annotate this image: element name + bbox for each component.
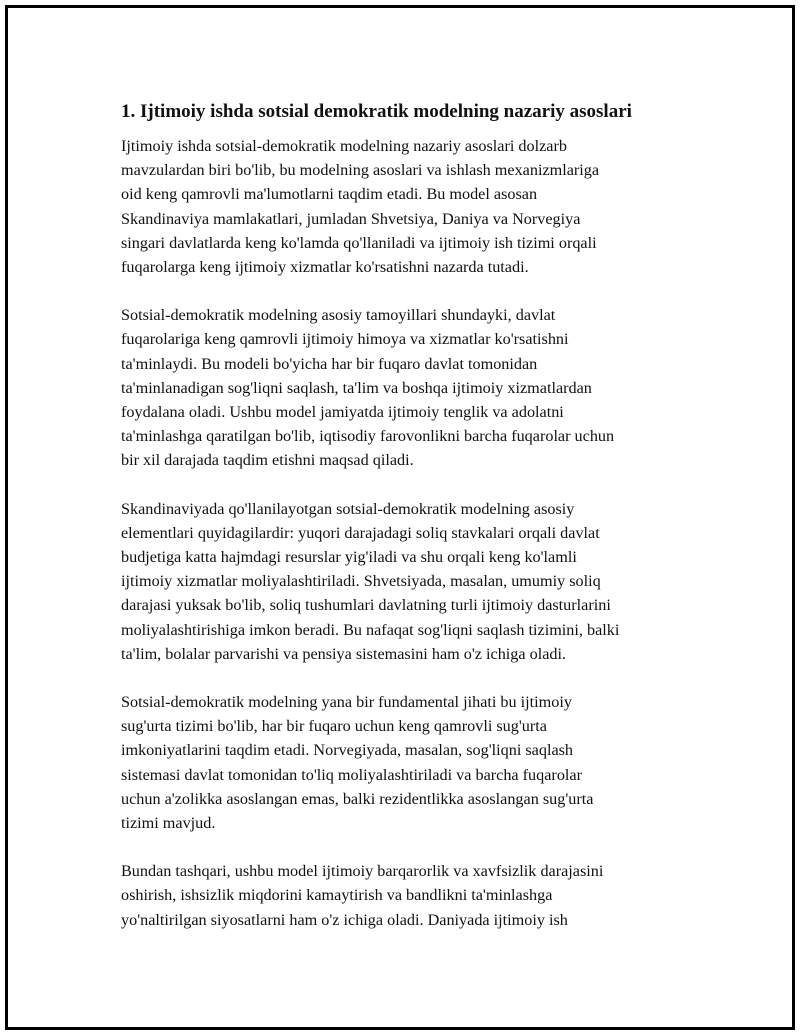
text-line: moliyalashtirishiga imkon beradi. Bu nafaqat sog'liqni saqlash tizimini, balki: [121, 620, 620, 639]
text-line: budjetiga katta hajmdagi resurslar yig'iladi va shu orqali keng ko'lamli: [121, 548, 577, 567]
paragraph-1: [121, 134, 701, 279]
text-line: oshirish, ishsizlik miqdorini kamaytirish va bandlikni ta'minlashga: [121, 886, 553, 905]
text-line: Bundan tashqari, ushbu model ijtimoiy barqarorlik va xavfsizlik darajasini: [121, 862, 604, 881]
text-line: sistemasi davlat tomonidan to'liq moliyalashtiriladi va barcha fuqarolar: [121, 765, 582, 784]
text-line: singari davlatlarda keng ko'lamda qo'llaniladi va ijtimoiy ish tizimi orqali: [121, 233, 597, 252]
text-line: sug'urta tizimi bo'lib, har bir fuqaro uchun keng qamrovli sug'urta: [121, 717, 547, 736]
paragraph-4: [121, 690, 701, 835]
text-line: fuqarolarga keng ijtimoiy xizmatlar ko'rsatishni nazarda tutadi.: [121, 258, 529, 277]
text-line: tizimi mavjud.: [121, 814, 216, 833]
paragraph-2: [121, 303, 701, 472]
text-line: darajasi yuksak bo'lib, soliq tushumlari davlatning turli ijtimoiy dasturlarini: [121, 596, 611, 615]
text-line: Skandinaviyada qo'llanilayotgan sotsial-demokratik modelning asosiy: [121, 499, 575, 518]
text-line: elementlari quyidagilardir: yuqori darajadagi soliq stavkalari orqali davlat: [121, 523, 600, 542]
text-line: imkoniyatlarini taqdim etadi. Norvegiyada, masalan, sog'liqni saqlash: [121, 741, 574, 760]
page-frame: [5, 5, 795, 1030]
text-line: bir xil darajada taqdim etishni maqsad qiladi.: [121, 451, 414, 470]
text-line: Sotsial-demokratik modelning yana bir fundamental jihati bu ijtimoiy: [121, 693, 572, 712]
text-line: ta'lim, bolalar parvarishi va pensiya sistemasini ham o'z ichiga oladi.: [121, 644, 567, 663]
paragraph-5: [121, 859, 701, 932]
text-line: mavzulardan biri bo'lib, bu modelning asoslari va ishlash mexanizmlariga: [121, 161, 600, 180]
section-heading: 1. Ijtimoiy ishda sotsial demokratik modelning nazariy asoslari: [121, 101, 632, 122]
text-line: Skandinaviya mamlakatlari, jumladan Shvetsiya, Daniya va Norvegiya: [121, 209, 581, 228]
document-body: [121, 98, 701, 956]
paragraph-3: [121, 497, 701, 666]
text-line: Ijtimoiy ishda sotsial-demokratik modelning nazariy asoslari dolzarb: [121, 137, 567, 155]
text-line: fuqarolariga keng qamrovli ijtimoiy himoya va xizmatlar ko'rsatishni: [121, 330, 569, 349]
text-line: yo'naltirilgan siyosatlarni ham o'z ichiga oladi. Daniyada ijtimoiy ish: [121, 910, 568, 929]
text-line: oid keng qamrovli ma'lumotlarni taqdim etadi. Bu model asosan: [121, 185, 538, 204]
text-line: ta'minlaydi. Bu modeli bo'yicha har bir fuqaro davlat tomonidan: [121, 354, 538, 373]
text-line: ta'minlashga qaratilgan bo'lib, iqtisodiy farovonlikni barcha fuqarolar uchun: [121, 427, 615, 446]
text-line: foydalana oladi. Ushbu model jamiyatda ijtimoiy tenglik va adolatni: [121, 403, 564, 422]
text-line: ijtimoiy xizmatlar moliyalashtiriladi. Shvetsiyada, masalan, umumiy soliq: [121, 572, 601, 591]
text-line: uchun a'zolikka asoslangan emas, balki rezidentlikka asoslangan sug'urta: [121, 789, 594, 808]
text-line: Sotsial-demokratik modelning asosiy tamoyillari shundayki, davlat: [121, 306, 556, 325]
text-line: ta'minlanadigan sog'liqni saqlash, ta'lim va boshqa ijtimoiy xizmatlardan: [121, 378, 592, 397]
